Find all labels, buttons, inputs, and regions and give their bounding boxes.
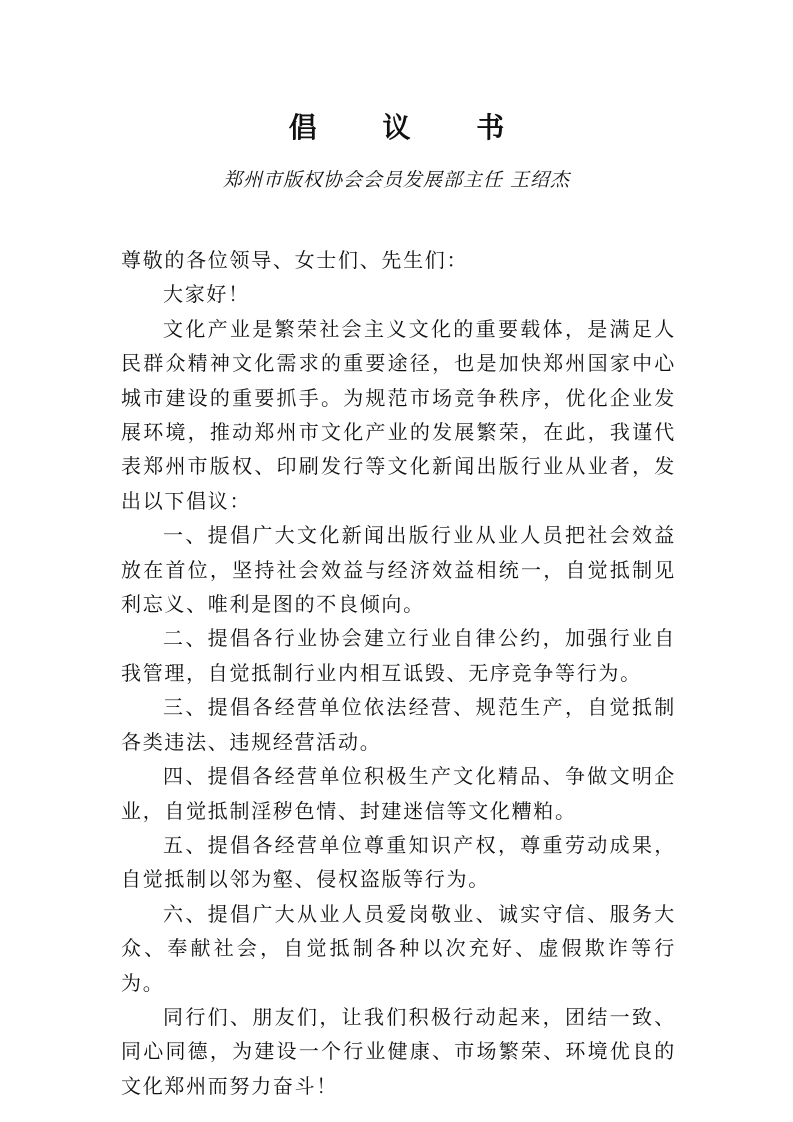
paragraph-proposal-5: 五、提倡各经营单位尊重知识产权，尊重劳动成果，自觉抵制以邻为壑、侵权盗版等行为。 (121, 832, 676, 892)
paragraph-proposal-4: 四、提倡各经营单位积极生产文化精品、争做文明企业，自觉抵制淫秽色情、封建迷信等文化糟粕。 (121, 764, 676, 823)
greeting: 大家好！ (163, 282, 250, 307)
paragraph-intro: 文化产业是繁荣社会主义文化的重要载体，是满足人民群众精神文化需求的重要途径，也是加快郑州国家中心城市建设的重要抓手。为规范市场竞争秩序，优化企业发展环境，推动郑州市文化产业的发展繁荣，在此，我谨代表郑州市版权、印刷发行等文化新闻出版行业从业者，发出以下倡议： (121, 316, 676, 513)
paragraph-proposal-3: 三、提倡各经营单位依法经营、规范生产，自觉抵制各类违法、违规经营活动。 (121, 695, 676, 754)
author-byline: 郑州市版权协会会员发展部主任 王绍杰 (222, 169, 571, 191)
paragraph-proposal-2: 二、提倡各行业协会建立行业自律公约，加强行业自我管理，自觉抵制行业内相互诋毁、无序竞争等行为。 (121, 626, 676, 685)
document-body (121, 243, 676, 1103)
paragraph-proposal-1: 一、提倡广大文化新闻出版行业从业人员把社会效益放在首位，坚持社会效益与经济效益相统一，自觉抵制见利忘义、唯利是图的不良倾向。 (121, 523, 676, 617)
document-title: 倡 议 书 (288, 111, 533, 144)
paragraph-proposal-6: 六、提倡广大从业人员爱岗敬业、诚实守信、服务大众、奉献社会，自觉抵制各种以次充好、虚假欺诈等行为。 (121, 901, 676, 995)
paragraph-closing: 同行们、朋友们，让我们积极行动起来，团结一致、同心同德，为建设一个行业健康、市场繁荣、环境优良的文化郑州而努力奋斗！ (121, 1004, 676, 1098)
salutation: 尊敬的各位领导、女士们、先生们： (121, 248, 469, 272)
